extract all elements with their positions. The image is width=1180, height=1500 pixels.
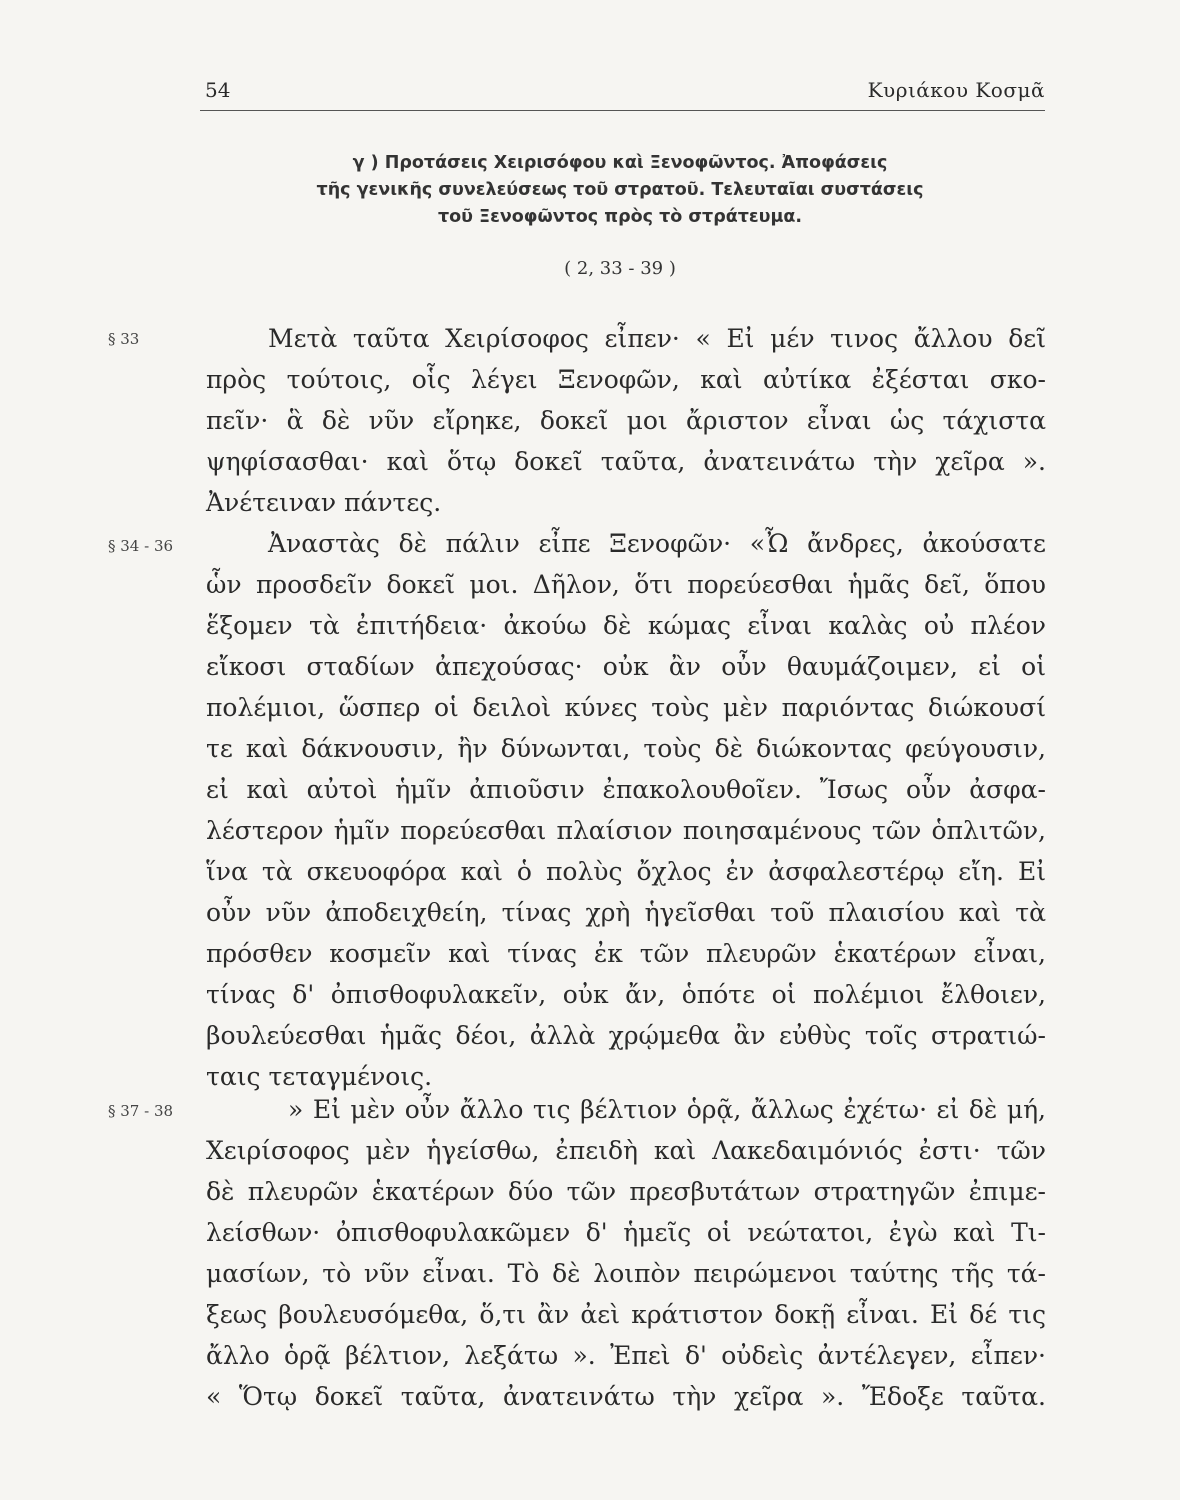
text-line: οὖν νῦν ἀποδειχθείη, τίνας χρὴ ἡγεῖσθαι τοῦ πλαισίου καὶ τὰ	[206, 898, 1046, 927]
text-line: « Ὅτῳ δοκεῖ ταῦτα, ἀνατεινάτω τὴν χεῖρα ». Ἔδοξε ταῦτα.	[206, 1382, 1046, 1411]
section-reference: ( 2, 33 - 39 )	[564, 258, 676, 279]
text-line: ἄλλο ὁρᾷ βέλτιον, λεξάτω ». Ἐπεὶ δ' οὐδεὶς ἀντέλεγεν, εἶπεν·	[206, 1341, 1046, 1370]
text-line: ξεως βουλευσόμεθα, ὅ,τι ἂν ἀεὶ κράτιστον δοκῇ εἶναι. Εἰ δέ τις	[206, 1300, 1046, 1329]
paragraph	[206, 318, 1046, 523]
text-line: δὲ πλευρῶν ἑκατέρων δύο τῶν πρεσβυτάτων στρατηγῶν ἐπιμε-	[206, 1177, 1046, 1206]
heading-line: γ ) Προτάσεις Χειρισόφου καὶ Ξενοφῶντος. Ἀποφάσεις	[352, 153, 888, 173]
heading-line: τῆς γενικῆς συνελεύσεως τοῦ στρατοῦ. Τελευταῖαι συστάσεις	[316, 180, 924, 200]
text-line: μασίων, τὸ νῦν εἶναι. Τὸ δὲ λοιπὸν πειρώμενοι ταύτης τῆς τά-	[206, 1259, 1046, 1288]
text-line: Ἀναστὰς δὲ πάλιν εἶπε Ξενοφῶν· «Ὦ ἄνδρες, ἀκούσατε	[268, 529, 1046, 558]
page-number: 54	[205, 78, 231, 102]
text-line: » Εἰ μὲν οὖν ἄλλο τις βέλτιον ὁρᾷ, ἄλλως ἐχέτω· εἰ δὲ μή,	[288, 1095, 1046, 1124]
text-line: ταις τεταγμένοις.	[206, 1062, 433, 1091]
text-line: Χειρίσοφος μὲν ἡγείσθω, ἐπειδὴ καὶ Λακεδαιμόνιός ἐστι· τῶν	[206, 1136, 1046, 1165]
text-line: εἴκοσι σταδίων ἀπεχούσας· οὐκ ἂν οὖν θαυμάζοιμεν, εἰ οἱ	[206, 652, 1046, 681]
text-line: πεῖν· ἃ δὲ νῦν εἴρηκε, δοκεῖ μοι ἄριστον εἶναι ὡς τάχιστα	[206, 406, 1046, 435]
text-line: βουλεύεσθαι ἡμᾶς δέοι, ἀλλὰ χρῴμεθα ἂν εὐθὺς τοῖς στρατιώ-	[206, 1021, 1046, 1050]
text-line: τε καὶ δάκνουσιν, ἢν δύνωνται, τοὺς δὲ διώκοντας φεύγουσιν,	[206, 734, 1046, 763]
text-line: Μετὰ ταῦτα Χειρίσοφος εἶπεν· « Εἰ μέν τινος ἄλλου δεῖ	[268, 324, 1046, 353]
text-line: Ἀνέτειναν πάντες.	[206, 488, 442, 517]
text-line: πρόσθεν κοσμεῖν καὶ τίνας ἐκ τῶν πλευρῶν ἑκατέρων εἶναι,	[206, 939, 1046, 968]
text-line: πολέμιοι, ὥσπερ οἱ δειλοὶ κύνες τοὺς μὲν παριόντας διώκουσί	[206, 693, 1046, 722]
paragraph	[206, 523, 1046, 1097]
text-line: ὧν προσδεῖν δοκεῖ μοι. Δῆλον, ὅτι πορεύεσθαι ἡμᾶς δεῖ, ὅπου	[206, 570, 1046, 599]
text-line: ψηφίσασθαι· καὶ ὅτῳ δοκεῖ ταῦτα, ἀνατεινάτω τὴν χεῖρα ».	[206, 447, 1046, 476]
margin-marker: § 37 - 38	[108, 1102, 174, 1120]
running-title: Κυριάκου Κοσμᾶ	[867, 78, 1045, 102]
header-rule	[200, 110, 1045, 111]
section-heading	[260, 150, 980, 231]
text-line: ἵνα τὰ σκευοφόρα καὶ ὁ πολὺς ὄχλος ἐν ἀσφαλεστέρῳ εἴη. Εἰ	[206, 857, 1046, 886]
text-line: λείσθων· ὀπισθοφυλακῶμεν δ' ἡμεῖς οἱ νεώτατοι, ἐγὼ καὶ Τι-	[206, 1218, 1046, 1247]
text-line: τίνας δ' ὀπισθοφυλακεῖν, οὐκ ἄν, ὁπότε οἱ πολέμιοι ἔλθοιεν,	[206, 980, 1046, 1009]
margin-marker: § 33	[108, 330, 140, 348]
paragraph	[206, 1089, 1046, 1417]
text-line: εἰ καὶ αὐτοὶ ἡμῖν ἀπιοῦσιν ἐπακολουθοῖεν. Ἴσως οὖν ἀσφα-	[206, 775, 1046, 804]
page-header	[205, 78, 1045, 108]
margin-marker: § 34 - 36	[108, 537, 174, 555]
text-line: πρὸς τούτοις, οἷς λέγει Ξενοφῶν, καὶ αὐτίκα ἐξέσται σκο-	[206, 365, 1046, 394]
heading-line: τοῦ Ξενοφῶντος πρὸς τὸ στράτευμα.	[437, 207, 803, 227]
text-line: λέστερον ἡμῖν πορεύεσθαι πλαίσιον ποιησαμένους τῶν ὁπλιτῶν,	[206, 816, 1046, 845]
text-line: ἕξομεν τὰ ἐπιτήδεια· ἀκούω δὲ κώμας εἶναι καλὰς οὐ πλέον	[206, 611, 1046, 640]
